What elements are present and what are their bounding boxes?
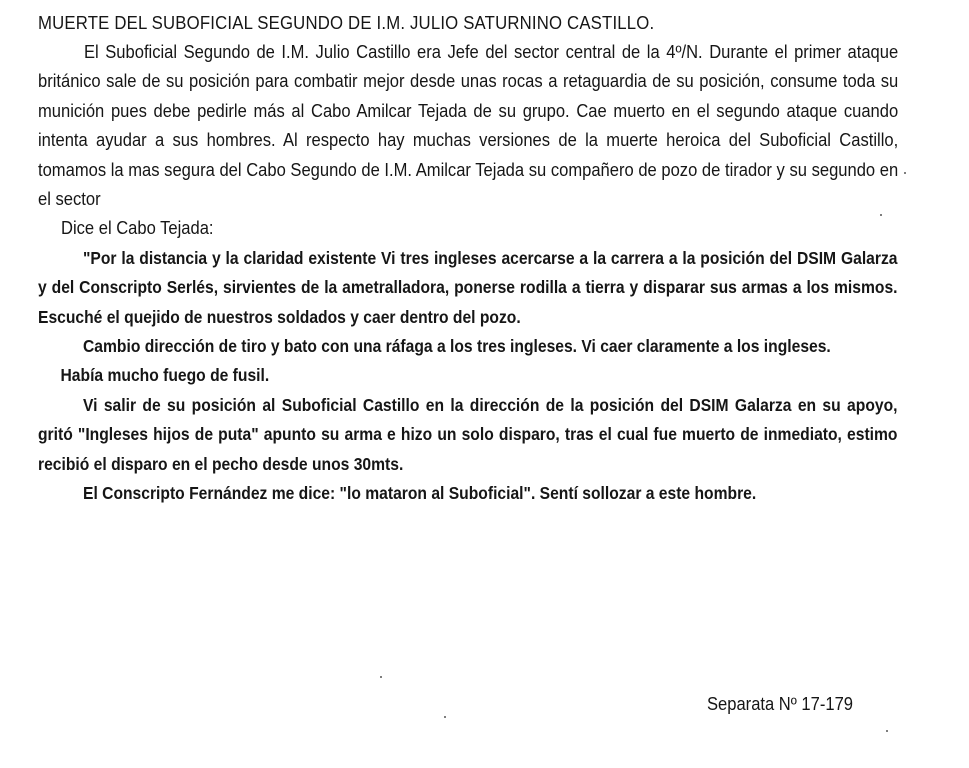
scan-speck [904, 172, 906, 174]
document-title: MUERTE DEL SUBOFICIAL SEGUNDO DE I.M. JULIO SATURNINO CASTILLO. [38, 13, 655, 33]
paragraph-intro: El Suboficial Segundo de I.M. Julio Castillo era Jefe del sector central de la 4º/N. Durante el primer ataque británico sale de su posición para combatir mejor desde unas rocas a retaguardia de su posición, consume toda su munición pues debe pedirle más al Cabo Amilcar Tejada de su grupo. Cae muerto en el segundo ataque cuando intenta ayudar a sus hombres. Al respecto hay muchas versiones de la muerte heroica del Suboficial Castillo, tomamos la mas segura del Cabo Segundo de I.M. Amilcar Tejada su compañero de pozo de tirador y su segundo en el sector [38, 42, 899, 210]
scan-speck [444, 716, 446, 718]
footer-reference: Separata Nº 17-179 [707, 694, 853, 714]
scan-speck [886, 730, 888, 732]
paragraph-quote-4: Vi salir de su posición al Suboficial Castillo en la dirección de la posición del DSIM Galarza en su apoyo, gritó "Ingleses hijos de puta" apunto su arma e hizo un solo disparo, tras el cual fue muerto de inmediato, estimo recibió el disparo en el pecho desde unos 30mts. [38, 394, 898, 474]
paragraph-quote-5: El Conscripto Fernández me dice: "lo mataron al Suboficial". Sentí sollozar a este hombre. [83, 483, 757, 504]
scan-speck [380, 676, 382, 678]
paragraph-quote-1: "Por la distancia y la claridad existente Vi tres ingleses acercarse a la carrera a la posición del DSIM Galarza y del Conscripto Serlés, sirvientes de la ametralladora, ponerse rodilla a tierra y disparar sus armas a los mismos. Escuché el quejido de nuestros soldados y caer dentro del pozo. [38, 247, 898, 327]
paragraph-quote-3: Había mucho fuego de fusil. [60, 365, 270, 386]
scan-speck [880, 214, 882, 216]
paragraph-dice: Dice el Cabo Tejada: [61, 218, 214, 239]
paragraph-quote-2: Cambio dirección de tiro y bato con una ráfaga a los tres ingleses. Vi caer claramente a los ingleses. [83, 336, 831, 357]
document-page [38, 8, 898, 509]
